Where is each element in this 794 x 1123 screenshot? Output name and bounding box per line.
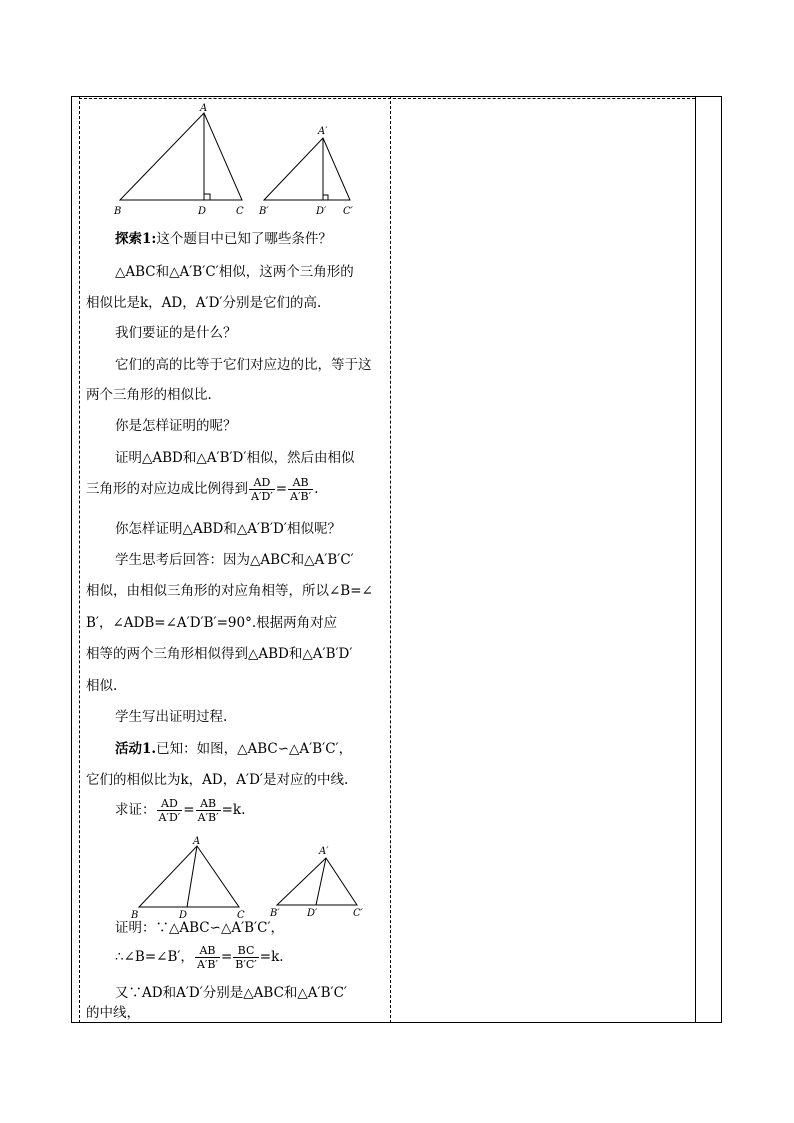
equals-k: =k. bbox=[259, 949, 284, 965]
median-a1d1 bbox=[316, 858, 326, 905]
pf-line-1: 证明：∵△ABC∽△A′B′C′， bbox=[115, 920, 285, 936]
figure1-right-triangle bbox=[258, 126, 354, 217]
right-angle-mark bbox=[204, 194, 210, 200]
fraction-bc-over-b1c1 bbox=[233, 944, 259, 971]
proof-line-2-prefix: 三角形的对应边成比例得到 bbox=[86, 481, 248, 497]
right-angle-mark bbox=[323, 195, 328, 200]
period: . bbox=[314, 481, 319, 497]
figure2-right-triangle bbox=[269, 846, 364, 919]
explore-line bbox=[115, 230, 332, 248]
fraction-denominator: A′D′ bbox=[251, 490, 273, 503]
fraction-numerator: AB bbox=[200, 797, 217, 810]
label-d: D bbox=[198, 206, 207, 217]
fraction-denominator: B′C′ bbox=[235, 958, 257, 971]
fraction-denominator: A′B′ bbox=[196, 958, 218, 971]
triangle-abc bbox=[120, 113, 242, 200]
triangle-a1b1c1 bbox=[264, 138, 350, 200]
fraction-ab-over-a1b1 bbox=[288, 476, 313, 503]
answer-line-5: 相似. bbox=[86, 678, 118, 694]
label-d-prime: D′ bbox=[307, 908, 318, 919]
fraction-ad-over-a1d1 bbox=[157, 797, 183, 824]
label-c-prime: C′ bbox=[353, 908, 363, 919]
pf-line-2-prefix: ∴∠B=∠B′， bbox=[115, 949, 194, 965]
label-b: B bbox=[114, 206, 122, 217]
write-proof: 学生写出证明过程. bbox=[115, 709, 228, 725]
ask-similar: 你怎样证明△ABD和△A′B′D′相似呢？ bbox=[115, 521, 341, 537]
equals-k: =k. bbox=[221, 802, 246, 818]
pf-line-3: 又∵AD和A′D′分别是△ABC和△A′B′C′ bbox=[115, 985, 347, 1001]
goal-line-2: 两个三角形的相似比. bbox=[86, 387, 212, 403]
activity-line-1 bbox=[115, 740, 352, 758]
label-a-prime: A′ bbox=[318, 126, 328, 137]
fraction-denominator: A′B′ bbox=[290, 490, 312, 503]
ask-how: 你是怎样证明的呢？ bbox=[115, 418, 237, 434]
given-line-1: △ABC和△A′B′C′相似，这两个三角形的 bbox=[115, 264, 354, 280]
fraction-numerator: AB bbox=[292, 476, 309, 489]
equals-sign: = bbox=[183, 802, 195, 818]
prove-line bbox=[115, 797, 245, 824]
label-d: D bbox=[179, 910, 188, 921]
activity-given: 已知：如图，△ABC∽△A′B′C′， bbox=[156, 741, 353, 757]
label-d-prime: D′ bbox=[316, 206, 327, 217]
figure1-left-triangle bbox=[113, 103, 244, 217]
label-c-prime: C′ bbox=[343, 206, 353, 217]
label-b-prime: B′ bbox=[270, 908, 280, 919]
label-c: C bbox=[237, 910, 245, 921]
activity-label: 活动1. bbox=[115, 741, 157, 757]
figure2-left-triangle bbox=[130, 836, 245, 921]
explore-label: 探索1: bbox=[115, 231, 157, 247]
fraction-ad-over-a1d1 bbox=[249, 476, 275, 503]
pf-line-2 bbox=[115, 944, 284, 971]
fraction-numerator: AD bbox=[253, 476, 271, 489]
fraction-numerator: AB bbox=[199, 944, 216, 957]
fraction-denominator: A′B′ bbox=[197, 811, 219, 824]
label-c: C bbox=[236, 206, 244, 217]
label-a: A bbox=[193, 836, 201, 847]
given-line-2: 相似比是k，AD，A′D′分别是它们的高. bbox=[86, 295, 322, 311]
answer-line-2: 相似，由相似三角形的对应角相等，所以∠B=∠ bbox=[86, 583, 373, 599]
explore-question: 这个题目中已知了哪些条件？ bbox=[156, 231, 332, 247]
prove-label: 求证： bbox=[115, 802, 156, 818]
proof-line-1: 证明△ABD和△A′B′D′相似，然后由相似 bbox=[115, 450, 355, 466]
fraction-numerator: BC bbox=[237, 944, 255, 957]
fraction-numerator: AD bbox=[161, 797, 178, 810]
fraction-denominator: A′D′ bbox=[158, 811, 181, 824]
goal-line-1: 它们的高的比等于它们对应边的比，等于这 bbox=[115, 357, 372, 373]
ask-prove: 我们要证的是什么？ bbox=[115, 325, 237, 341]
answer-line-4: 相等的两个三角形相似得到△ABD和△A′B′D′ bbox=[86, 646, 353, 662]
answer-line-3: B′，∠ADB=∠A′D′B′=90°.根据两角对应 bbox=[86, 615, 338, 631]
answer-line-1: 学生思考后回答：因为△ABC和△A′B′C′ bbox=[115, 552, 354, 568]
fraction-ab-over-a1b1 bbox=[195, 944, 220, 971]
label-b: B bbox=[131, 910, 139, 921]
equals-sign: = bbox=[275, 481, 288, 497]
fraction-ab-over-a1b1 bbox=[196, 797, 221, 824]
equals-sign: = bbox=[220, 949, 233, 965]
activity-line-2: 它们的相似比为k，AD，A′D′是对应的中线. bbox=[86, 772, 349, 788]
label-a: A bbox=[200, 103, 208, 114]
proof-line-2 bbox=[86, 476, 318, 503]
label-a-prime: A′ bbox=[319, 846, 329, 857]
pf-line-4: 的中线， bbox=[86, 1005, 140, 1021]
label-b-prime: B′ bbox=[259, 206, 269, 217]
